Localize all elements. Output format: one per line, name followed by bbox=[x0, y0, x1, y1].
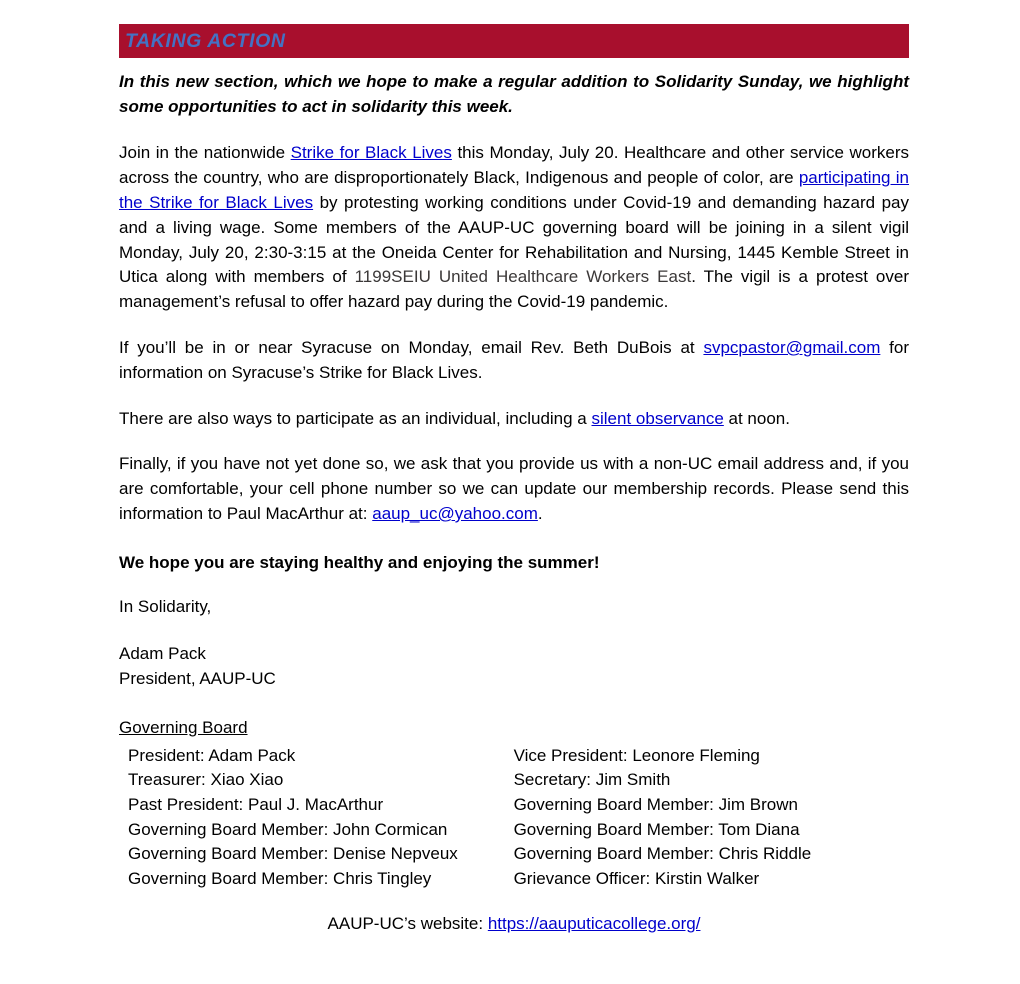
table-row bbox=[119, 867, 909, 892]
board-member-right: Governing Board Member: Tom Diana bbox=[513, 819, 800, 839]
document-content bbox=[119, 24, 909, 934]
text-segment: for information on Syracuse’s Strike for Black Lives. bbox=[119, 337, 909, 382]
link-participating-in-strike[interactable]: participating in the Strike for Black Lives bbox=[119, 168, 910, 212]
signature-block bbox=[119, 641, 909, 692]
table-row bbox=[119, 818, 909, 843]
paragraph-syracuse-contact bbox=[119, 336, 909, 386]
board-member-left: Treasurer: Xiao Xiao bbox=[128, 770, 284, 790]
board-member-left: Governing Board Member: Denise Nepveux bbox=[128, 844, 458, 864]
text-segment: Join in the nationwide bbox=[119, 143, 291, 163]
table-row bbox=[119, 793, 909, 818]
website-line bbox=[119, 914, 909, 934]
text-segment: at noon. bbox=[723, 408, 790, 428]
table-row bbox=[119, 842, 909, 867]
website-label: AAUP-UC’s website: bbox=[327, 913, 488, 933]
board-member-left: Governing Board Member: John Cormican bbox=[128, 819, 448, 839]
board-member-left: President: Adam Pack bbox=[128, 745, 296, 765]
section-intro-text: In this new section, which we hope to make a regular addition to Solidarity Sunday, we highlight some opportunities to act in solidarity this week. bbox=[119, 72, 909, 116]
link-email-svpcpastor[interactable]: svpcpastor@gmail.com bbox=[703, 337, 881, 357]
governing-board-heading: Governing Board bbox=[119, 717, 248, 737]
organization-name: 1199SEIU United Healthcare Workers East bbox=[354, 267, 692, 287]
link-website[interactable]: https://aauputicacollege.org/ bbox=[487, 913, 701, 933]
board-member-left: Past President: Paul J. MacArthur bbox=[128, 795, 384, 815]
signer-name: Adam Pack bbox=[119, 643, 206, 663]
signer-title: President, AAUP-UC bbox=[119, 669, 276, 689]
board-member-right: Governing Board Member: Jim Brown bbox=[513, 795, 798, 815]
text-segment: There are also ways to participate as an individual, including a bbox=[119, 408, 592, 428]
board-member-right: Secretary: Jim Smith bbox=[513, 770, 671, 790]
text-segment: . The vigil is a protest over management’s refusal to offer hazard pay during the Covid-19 pandemic. bbox=[119, 267, 909, 312]
paragraph-individual-participation bbox=[119, 407, 909, 432]
text-segment: by protesting working conditions under Covid-19 and demanding hazard pay and a living wage. Some members of the AAUP-UC governing board will be joining in a silent vigil Monday, July 20, 2:30-3:15 at the Oneida Center for Rehabilitation and Nursing, 1445 Kemble Street in Utica along with members of bbox=[119, 192, 909, 287]
section-title: TAKING ACTION bbox=[125, 29, 286, 52]
text-segment: Finally, if you have not yet done so, we ask that you provide us with a non-UC email address and, if you are comfortable, your cell phone number so we can update our membership records. Please send this information to Paul MacArthur at: bbox=[119, 454, 909, 524]
board-member-right: Governing Board Member: Chris Riddle bbox=[513, 844, 812, 864]
governing-board-table bbox=[119, 744, 909, 892]
link-email-aaup-uc[interactable]: aaup_uc@yahoo.com bbox=[372, 504, 538, 524]
table-row bbox=[119, 744, 909, 769]
paragraph-membership-records bbox=[119, 452, 909, 526]
link-strike-for-black-lives[interactable]: Strike for Black Lives bbox=[290, 143, 452, 163]
text-segment: this Monday, July 20. Healthcare and other service workers across the country, who are disproportionately Black, Indigenous and people of color, are bbox=[119, 143, 909, 188]
section-banner bbox=[119, 24, 909, 58]
text-segment: If you’ll be in or near Syracuse on Monday, email Rev. Beth DuBois at bbox=[119, 337, 704, 357]
text-segment: . bbox=[537, 504, 543, 524]
board-member-left: Governing Board Member: Chris Tingley bbox=[128, 869, 432, 889]
closing-wish: We hope you are staying healthy and enjoying the summer! bbox=[119, 552, 600, 572]
table-row bbox=[119, 768, 909, 793]
link-silent-observance[interactable]: silent observance bbox=[591, 408, 724, 428]
board-member-right: Vice President: Leonore Fleming bbox=[513, 745, 760, 765]
board-member-right: Grievance Officer: Kirstin Walker bbox=[513, 869, 760, 889]
paragraph-strike-for-black-lives bbox=[119, 141, 909, 315]
closing-salutation: In Solidarity, bbox=[119, 596, 212, 616]
